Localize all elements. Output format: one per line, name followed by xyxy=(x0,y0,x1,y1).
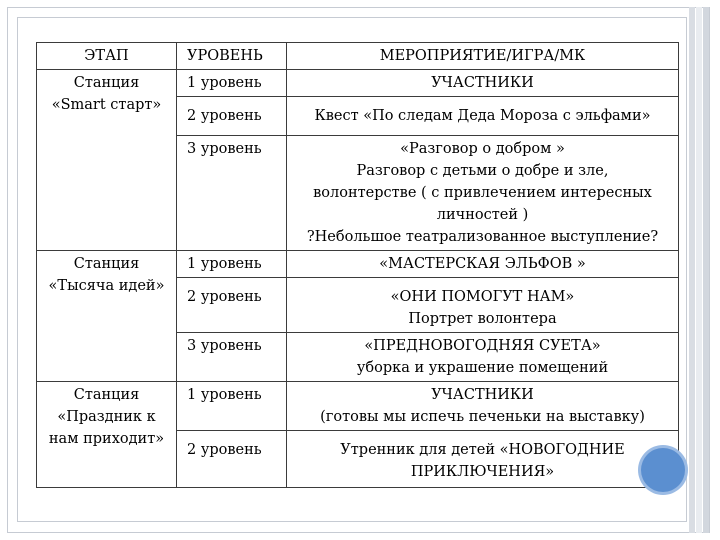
event-cell xyxy=(287,278,679,333)
event-line: УЧАСТНИКИ xyxy=(431,387,534,403)
station-name-line: «Праздник к xyxy=(57,409,156,425)
event-line: «ОНИ ПОМОГУТ НАМ» xyxy=(390,289,575,305)
station-name-line: «Smart старт» xyxy=(51,97,162,113)
level-cell: 3 уровень xyxy=(177,136,287,251)
header-level: УРОВЕНЬ xyxy=(177,43,287,70)
event-line: уборка и украшение помещений xyxy=(356,360,609,376)
header-event: МЕРОПРИЯТИЕ/ИГРА/МК xyxy=(287,43,679,70)
event-line: «Разговор о добром » xyxy=(400,141,565,157)
station-name-line: «Тысяча идей» xyxy=(48,278,165,294)
level-cell: 1 уровень xyxy=(177,70,287,97)
level-cell: 1 уровень xyxy=(177,382,287,431)
event-cell xyxy=(287,136,679,251)
event-line: Разговор с детьми о добре и зле, xyxy=(356,163,609,179)
level-cell: 1 уровень xyxy=(177,251,287,278)
station-name-line: Станция xyxy=(73,387,140,403)
schedule-table xyxy=(36,42,679,488)
station-name-line: Станция xyxy=(73,75,140,91)
event-line: «ПРЕДНОВОГОДНЯЯ СУЕТА» xyxy=(364,338,601,354)
decorative-circle xyxy=(641,448,685,492)
decorative-side-stripes xyxy=(689,7,710,533)
event-cell xyxy=(287,431,679,488)
event-line: ПРИКЛЮЧЕНИЯ» xyxy=(410,464,555,480)
event-line: Утренник для детей «НОВОГОДНИЕ xyxy=(340,442,625,458)
station-name-line: нам приходит» xyxy=(48,431,165,447)
event-cell xyxy=(287,70,679,97)
level-cell: 2 уровень xyxy=(177,431,287,488)
event-line: ?Небольшое театрализованное выступление? xyxy=(306,229,659,245)
station-cell xyxy=(37,251,177,382)
event-line: волонтерстве ( с привлечением интересных xyxy=(313,185,652,201)
table-header-row xyxy=(37,43,679,70)
event-line: (готовы мы испечь печеньки на выставку) xyxy=(320,409,645,425)
event-cell xyxy=(287,333,679,382)
station-name-line: Станция xyxy=(73,256,140,272)
event-line: личностей ) xyxy=(436,207,529,223)
header-stage: ЭТАП xyxy=(37,43,177,70)
event-cell xyxy=(287,382,679,431)
event-cell xyxy=(287,97,679,136)
level-cell: 2 уровень xyxy=(177,278,287,333)
table-row xyxy=(37,70,679,97)
level-cell: 2 уровень xyxy=(177,97,287,136)
event-line: Квест «По следам Деда Мороза с эльфами» xyxy=(314,108,651,124)
event-cell xyxy=(287,251,679,278)
level-cell: 3 уровень xyxy=(177,333,287,382)
table-row xyxy=(37,382,679,431)
station-cell xyxy=(37,70,177,251)
event-line: УЧАСТНИКИ xyxy=(431,75,534,91)
table-row xyxy=(37,251,679,278)
event-line: Портрет волонтера xyxy=(408,311,557,327)
station-cell xyxy=(37,382,177,488)
event-line: «МАСТЕРСКАЯ ЭЛЬФОВ » xyxy=(379,256,586,272)
